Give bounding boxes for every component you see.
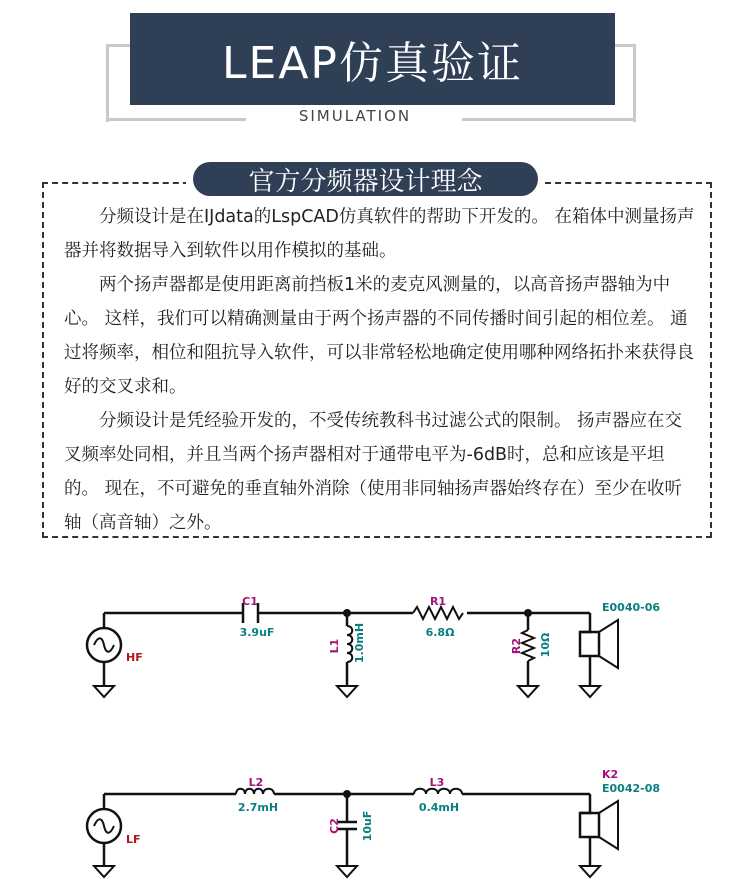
inductor-l3-icon xyxy=(414,789,462,794)
page-subtitle: SIMULATION xyxy=(270,107,440,125)
lf-speaker-reference: K2 xyxy=(602,768,619,781)
section-title: 官方分频器设计理念 xyxy=(193,162,538,196)
c1-reference: C1 xyxy=(242,595,258,608)
paragraph-3: 分频设计是凭经验开发的，不受传统教科书过滤公式的限制。 扬声器应在交叉频率处同相，并且当两个扬声器相对于通带电平为-6dB时，总和应该是平坦的。 现在，不可避免的垂直轴外消除（使用非同轴扬声器始终存在）至少在收听轴（高音轴）之外。 xyxy=(64,411,683,533)
l3-value: 0.4mH xyxy=(418,801,460,814)
lf-source-label: LF xyxy=(126,833,141,846)
c2-reference: C2 xyxy=(328,818,341,834)
inductor-l2-icon xyxy=(236,789,274,794)
r2-value: 10Ω xyxy=(539,632,552,658)
l2-reference: L2 xyxy=(248,776,264,789)
hf-speaker-icon xyxy=(580,613,618,697)
l2-value: 2.7mH xyxy=(237,801,279,814)
r2-reference: R2 xyxy=(510,637,523,655)
lf-speaker-icon xyxy=(580,794,618,877)
c1-value: 3.9uF xyxy=(239,626,275,639)
l1-value: 1.0mH xyxy=(353,622,366,664)
hf-circuit xyxy=(87,595,660,697)
r1-value: 6.8Ω xyxy=(425,626,455,639)
c2-value: 10uF xyxy=(361,810,374,842)
paragraph-1: 分频设计是在IJdata的LspCAD仿真软件的帮助下开发的。 在箱体中测量扬声器并将数据导入到软件以用作模拟的基础。 xyxy=(64,207,695,261)
page-title: LEAP仿真验证 xyxy=(222,38,523,89)
resistor-r1-icon xyxy=(413,607,463,619)
subtitle-rule-right xyxy=(462,118,636,121)
lf-speaker-label: E0042-08 xyxy=(602,782,661,795)
hf-speaker-label: E0040-06 xyxy=(602,601,661,614)
subtitle-rule-left xyxy=(106,118,246,121)
crossover-schematic xyxy=(0,575,750,896)
paragraph-2: 两个扬声器都是使用距离前挡板1米的麦克风测量的，以高音扬声器轴为中心。 这样，我们可以精确测量由于两个扬声器的不同传播时间引起的相位差。 通过将频率，相位和阻抗导入软件，可以非常轻松地确定使用哪种网络拓扑来获得良好的交叉求和。 xyxy=(64,275,694,397)
l1-reference: L1 xyxy=(328,638,341,654)
l3-reference: L3 xyxy=(429,776,445,789)
header-banner xyxy=(130,13,615,105)
lf-circuit xyxy=(87,768,660,877)
hf-source-icon xyxy=(87,628,121,697)
lf-source-icon xyxy=(87,809,121,877)
hf-source-label: HF xyxy=(126,651,143,664)
r1-reference: R1 xyxy=(429,595,447,608)
capacitor-c2-icon xyxy=(337,794,357,877)
